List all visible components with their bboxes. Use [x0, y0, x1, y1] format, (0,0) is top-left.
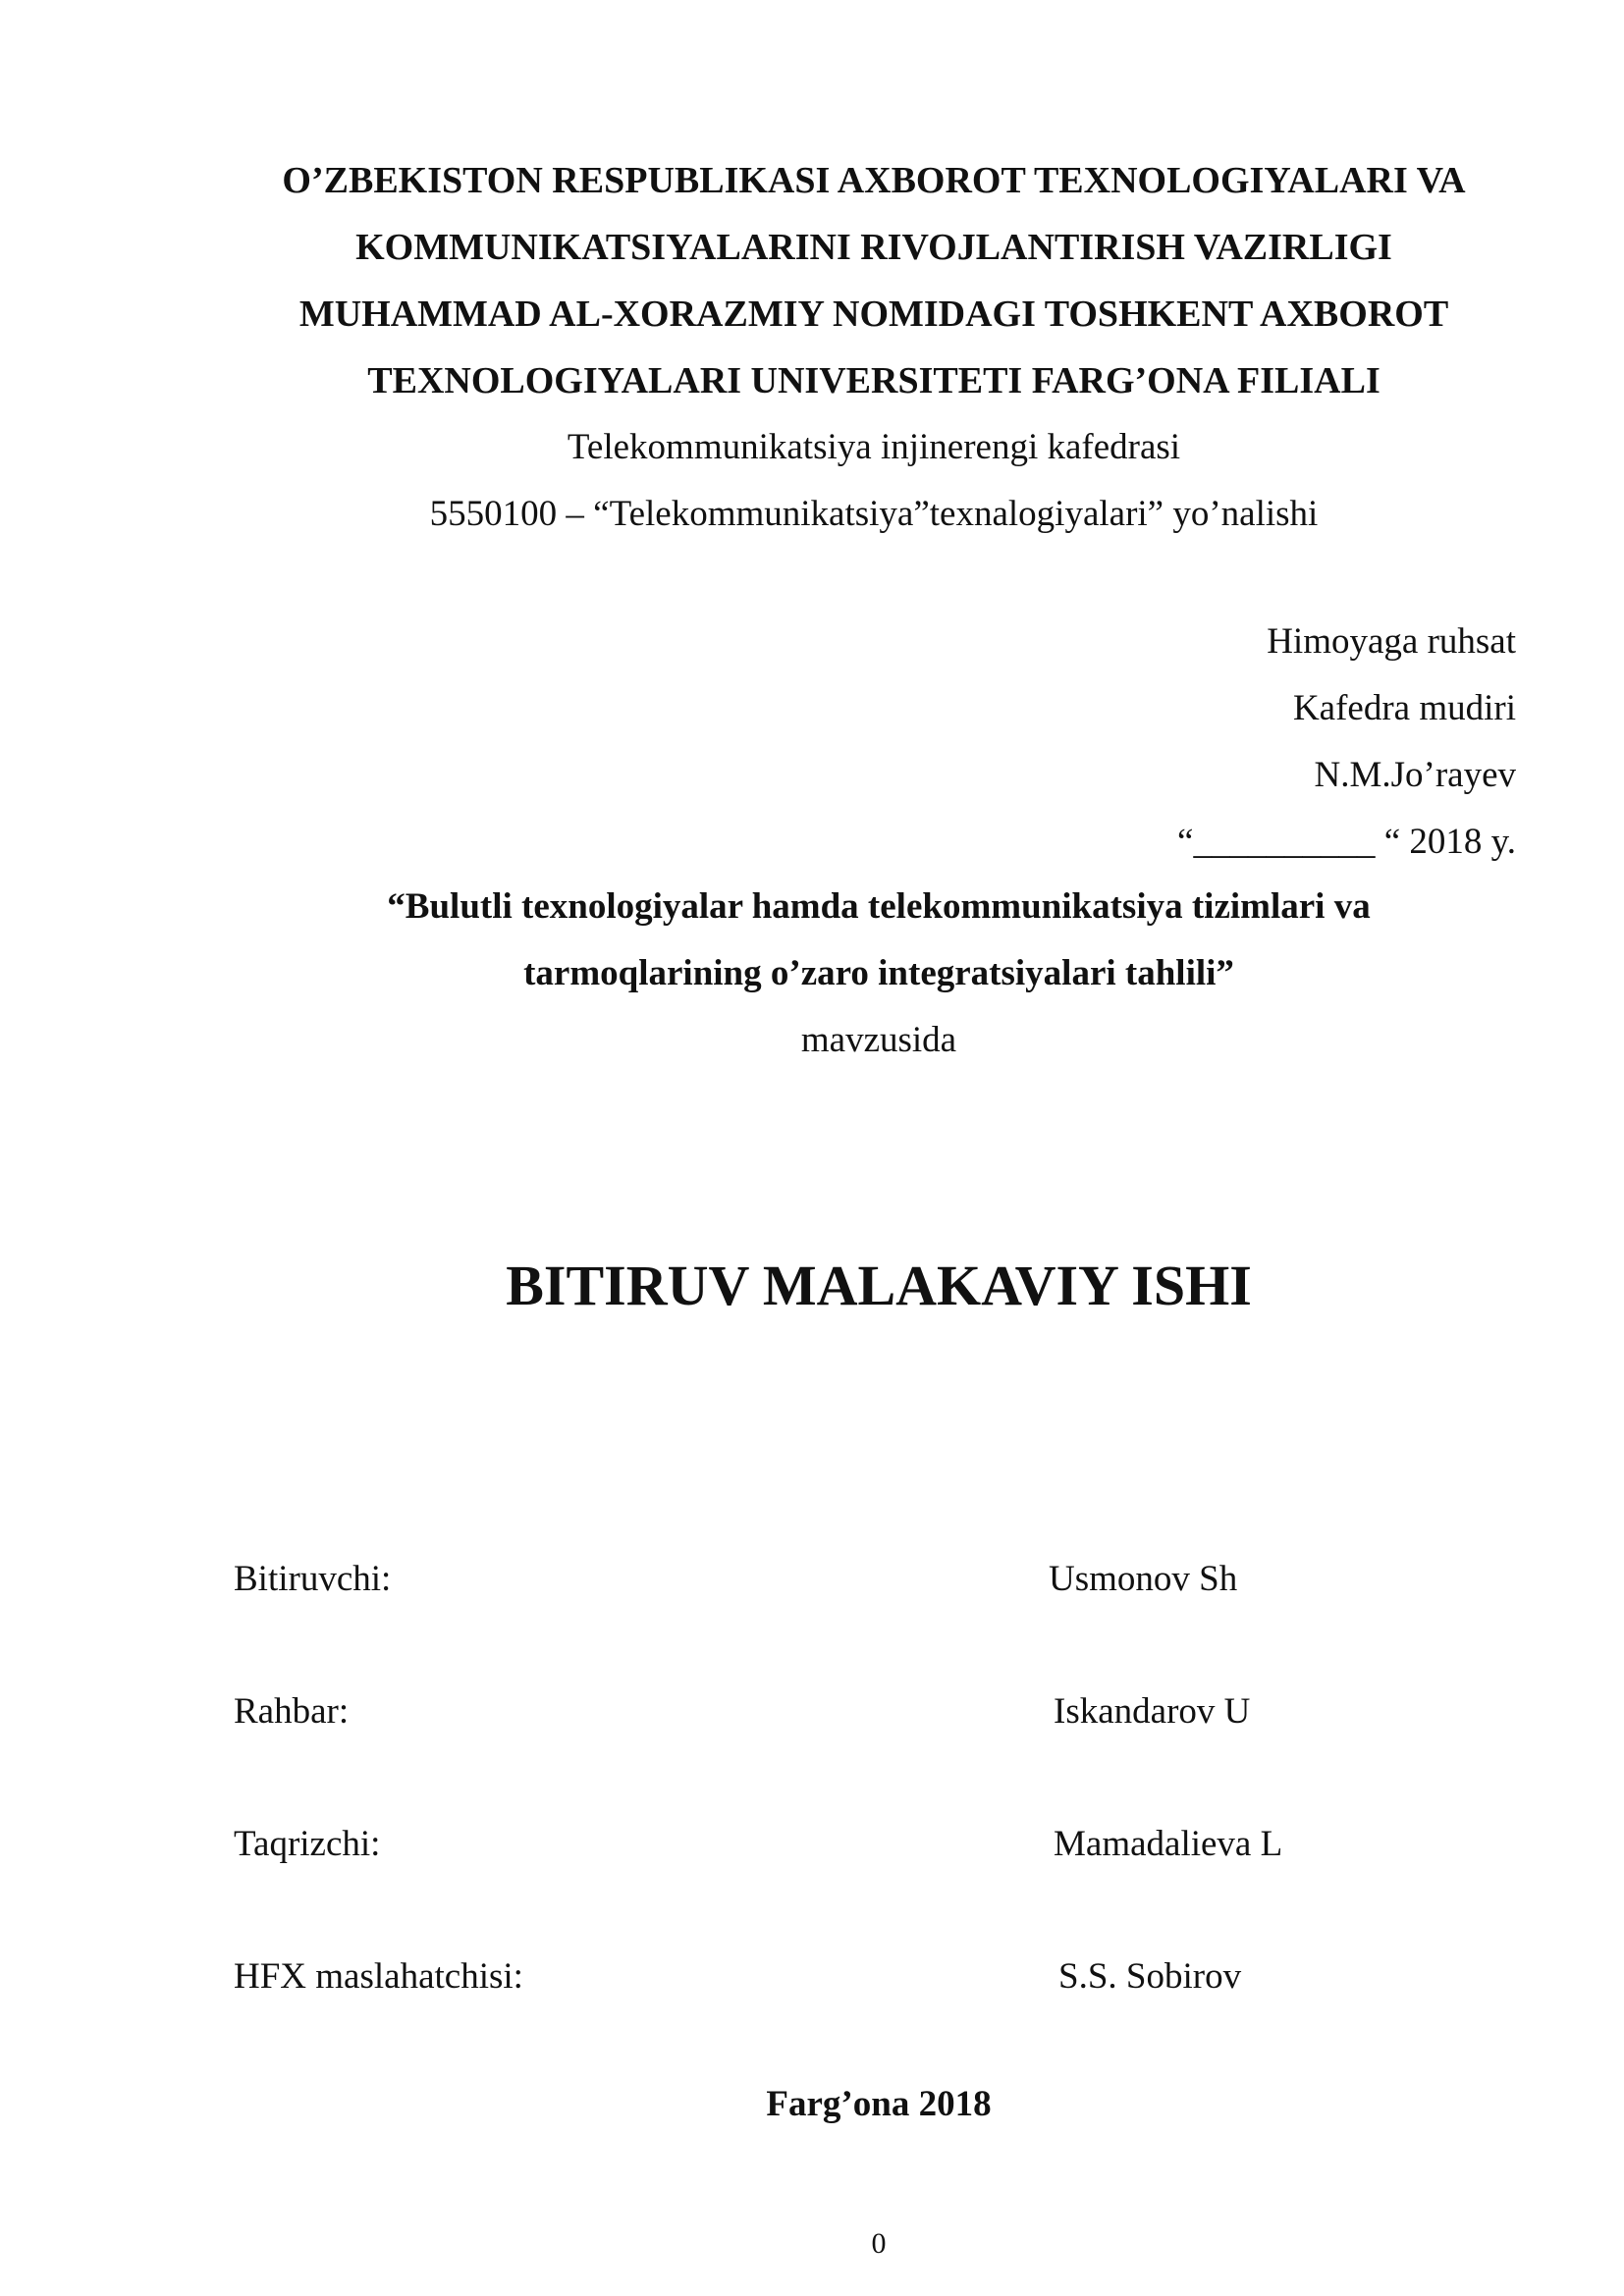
role-person-name: S.S. Sobirov [1058, 1956, 1242, 1997]
program-name: 5550100 – “Telekommunikatsiya”texnalogiyalari” yo’nalishi [429, 494, 1319, 534]
page-number: 0 [871, 2227, 887, 2260]
role-person-name: Mamadalieva L [1054, 1824, 1283, 1864]
ministry-line-2: KOMMUNIKATSIYALARINI RIVOJLANTIRISH VAZIRLIGI [355, 227, 1392, 268]
topic-line-2: tarmoqlarining o’zaro integratsiyalari tahlili” [523, 953, 1234, 993]
topic-suffix: mavzusida [800, 1020, 957, 1060]
university-line-1: MUHAMMAD AL-XORAZMIY NOMIDAGI TOSHKENT AXBOROT [298, 294, 1449, 335]
role-label: Taqrizchi: [234, 1824, 381, 1864]
role-person-name: Iskandarov U [1054, 1691, 1251, 1732]
role-row-graduate [234, 1546, 1412, 1679]
approval-date-line: “__________ “ 2018 y. [1177, 822, 1516, 862]
role-row-supervisor [234, 1679, 1412, 1811]
role-label: Rahbar: [234, 1691, 350, 1732]
department-name: Telekommunikatsiya injinerengi kafedrasi [567, 427, 1181, 467]
roles-list [234, 1546, 1412, 2076]
role-person-name: Usmonov Sh [1049, 1559, 1238, 1599]
city-year: Farg’ona 2018 [766, 2084, 992, 2124]
role-row-safety-consultant [234, 1944, 1412, 2076]
thesis-topic [245, 874, 1512, 1074]
ministry-line-1: O’ZBEKISTON RESPUBLIKASI AXBOROT TEXNOLOGIYALARI VA [282, 160, 1466, 201]
approval-head-title: Kafedra mudiri [1292, 688, 1516, 728]
role-label: HFX maslahatchisi: [234, 1956, 523, 1997]
approval-head-name: N.M.Jo’rayev [1314, 755, 1516, 795]
approval-permission: Himoyaga ruhsat [1267, 621, 1516, 662]
role-row-reviewer [234, 1811, 1412, 1944]
approval-block [1177, 609, 1516, 876]
document-title: BITIRUV MALAKAVIY ISHI [506, 1254, 1252, 1317]
role-label: Bitiruvchi: [234, 1559, 392, 1599]
university-line-2: TEXNOLOGIYALARI UNIVERSITETI FARG’ONA FILIALI [367, 360, 1380, 401]
topic-line-1: “Bulutli texnologiyalar hamda telekommunikatsiya tizimlari va [387, 886, 1371, 927]
institution-header [226, 147, 1522, 548]
